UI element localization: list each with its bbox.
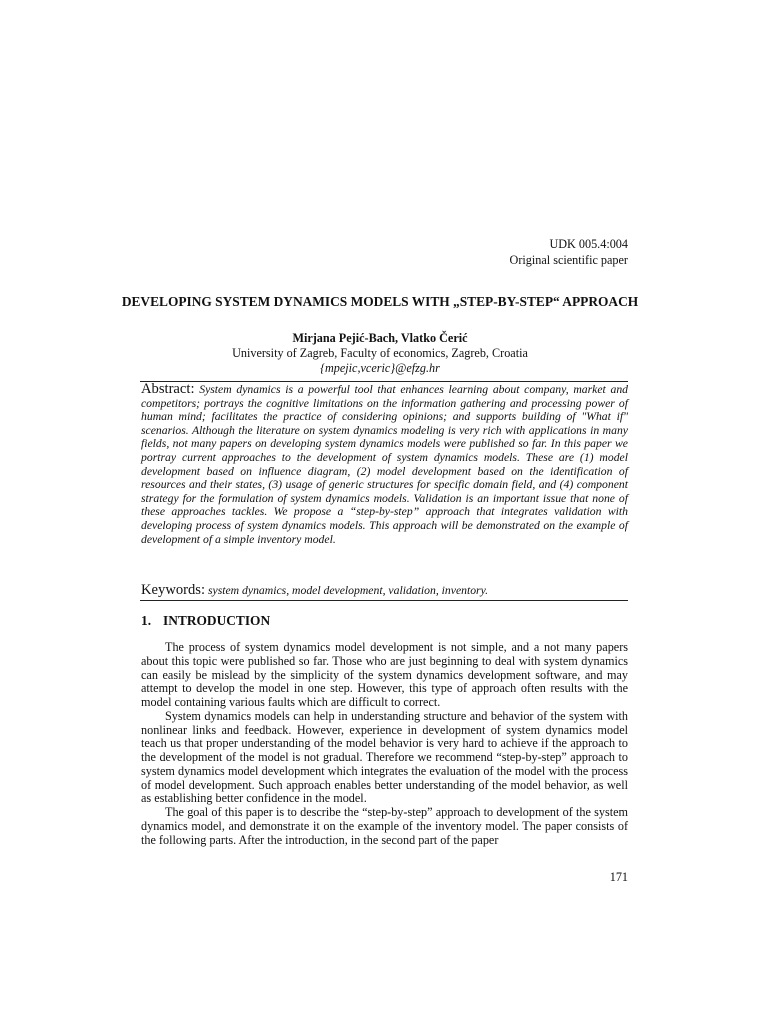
keywords-text: system dynamics, model development, validation, inventory. [207,584,489,597]
classification-block [478,236,628,268]
paper-type: Original scientific paper [509,253,628,267]
keywords [141,583,628,598]
abstract-text: System dynamics is a powerful tool that enhances learning about company, market and competitors; portrays the cognitive limitations on the information gathering and processing power of human mind; facilitates the practice of considering opinions; and supports building of "What if" scenarios. Although the literature on system dynamics modeling is very rich with applications in many fields, not many papers on developing system dynamics models were published so far. In this paper we portray current approaches to the development of system dynamics models. These are (1) model development based on influence diagram, (2) model development based on the identification of resources and their states, (3) usage of generic structures for specific domain field, and (4) component strategy for the formulation of system dynamics models. Validation is an important issue that none of these approaches tackles. We propose a “step-by-step” approach that integrates validation with developing process of system dynamics models. This approach will be demonstrated on the example of development of a simple inventory model. [141,383,629,546]
section-number: 1. [141,613,152,628]
page-number: 171 [609,870,628,884]
keywords-label: Keywords: [141,582,206,598]
keywords-bottom-rule [140,600,628,601]
paper-title: DEVELOPING SYSTEM DYNAMICS MODELS WITH „STEP-BY-STEP“ APPROACH [121,294,639,309]
paragraph: The goal of this paper is to describe the “step-by-step” approach to development of the system dynamics model, and demonstrate it on the example of the inventory model. The paper consists of the following parts. After the introduction, in the second part of the paper [141,805,628,847]
paragraph: The process of system dynamics model development is not simple, and a not many papers about this topic were published so far. Those who are just beginning to deal with system dynamics can easily be mislead by the simplicity of the system dynamics development software, and may attempt to develop the model in one step. However, this type of approach often results with the model containing various faults which are difficult to correct. [141,640,628,709]
abstract-label: Abstract: [141,381,195,397]
paper-authors: Mirjana Pejić-Bach, Vlatko Čerić [292,331,468,345]
paragraph: System dynamics models can help in understanding structure and behavior of the system with nonlinear links and feedback. However, experience in development of system dynamics model teach us that proper understanding of the model behavior is very hard to achieve if the approach to the development of the model is not gradual. Therefore we recommend “step-by-step” approach to system dynamics model development which integrates the evaluation of the model with the process of model development. Such approach enables better understanding of the model behavior, as well as establishing better confidence in the model. [141,708,628,806]
author-affiliation: University of Zagreb, Faculty of economics, Zagreb, Croatia [232,346,528,360]
udk-code: UDK 005.4:004 [549,237,628,251]
abstract [141,383,628,546]
abstract-top-rule [140,381,628,382]
body-text [141,641,628,847]
section-title: INTRODUCTION [163,613,271,628]
author-email: {mpejic,vceric}@efzg.hr [320,361,440,375]
section-heading [141,613,628,629]
